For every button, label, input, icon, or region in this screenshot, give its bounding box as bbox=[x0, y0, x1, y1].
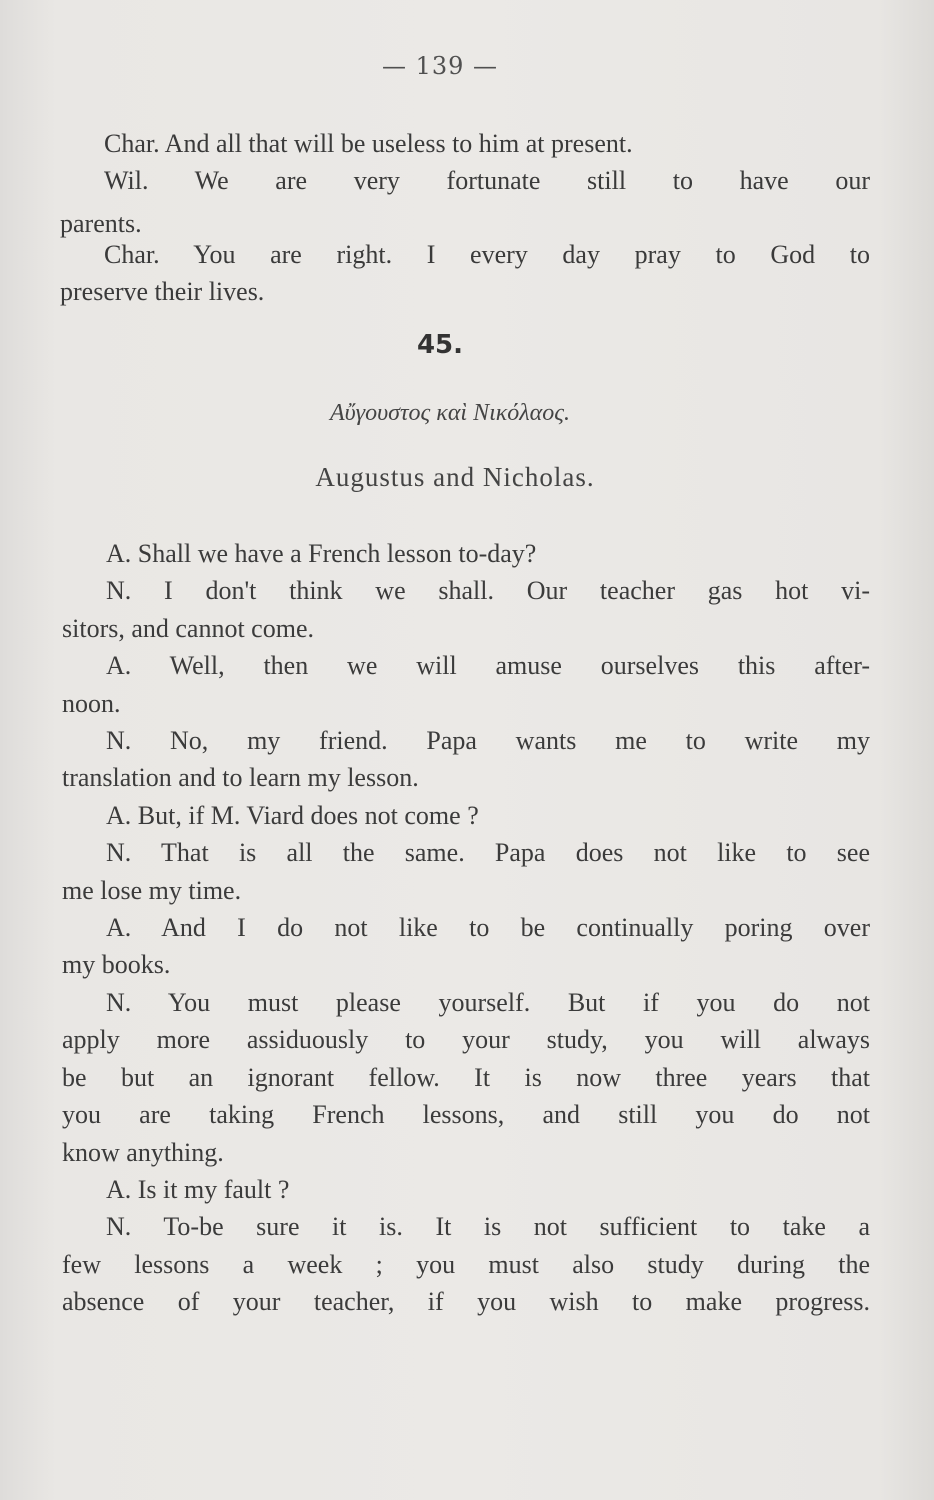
dialogue-line: A. And I do not like to be continually poring over bbox=[106, 913, 870, 943]
dialogue-line: me lose my time. bbox=[62, 875, 242, 905]
text-line: preserve their lives. bbox=[60, 277, 265, 306]
greek-title: Αὔγουστος καὶ Νικόλαος. bbox=[329, 400, 571, 426]
dialogue-line: A. Is it my fault ? bbox=[106, 1174, 290, 1204]
dialogue-line: A. Shall we have a French lesson to-day? bbox=[106, 539, 537, 568]
dialogue-line: translation and to learn my lesson. bbox=[62, 763, 419, 793]
dialogue-line: N. No, my friend. Papa wants me to write my bbox=[106, 726, 870, 756]
dialogue-line: be but an ignorant fellow. It is now three years that bbox=[62, 1062, 870, 1092]
top-text-block bbox=[60, 125, 870, 310]
text-line: Char. And all that will be useless to him at present. bbox=[104, 129, 633, 158]
dialogue-line: know anything. bbox=[62, 1137, 224, 1167]
dialogue-line: sitors, and cannot come. bbox=[62, 613, 314, 643]
dialogue-line: N. To-be sure it is. It is not sufficient to take a bbox=[106, 1212, 870, 1242]
text-line: Char. You are right. I every day pray to God to bbox=[104, 240, 870, 269]
dialogue-line: N. You must please yourself. But if you do not bbox=[106, 987, 870, 1017]
dialogue-line: absence of your teacher, if you wish to make progress. bbox=[62, 1287, 870, 1317]
text-line: parents. bbox=[60, 209, 142, 238]
dialogue-line: noon. bbox=[62, 688, 121, 718]
dialogue-line: you are taking French lessons, and still you do not bbox=[62, 1100, 870, 1130]
section-number: 45. bbox=[416, 330, 464, 360]
english-title: Augustus and Nicholas. bbox=[315, 462, 595, 492]
dialogue-line: A. Well, then we will amuse ourselves this after- bbox=[106, 651, 870, 681]
dialogue-line: apply more assiduously to your study, you will always bbox=[62, 1025, 870, 1055]
dialogue-line: N. I don't think we shall. Our teacher gas hot vi- bbox=[106, 576, 870, 606]
dialogue-block bbox=[62, 535, 870, 1321]
dialogue-line: A. But, if M. Viard does not come ? bbox=[106, 800, 479, 830]
page-number: — 139 — bbox=[381, 52, 499, 80]
dialogue-line: few lessons a week ; you must also study during the bbox=[62, 1249, 870, 1279]
dialogue-line: my books. bbox=[62, 950, 171, 980]
dialogue-line: N. That is all the same. Papa does not like to see bbox=[106, 838, 870, 868]
text-line: Wil. We are very fortunate still to have our bbox=[104, 166, 870, 195]
